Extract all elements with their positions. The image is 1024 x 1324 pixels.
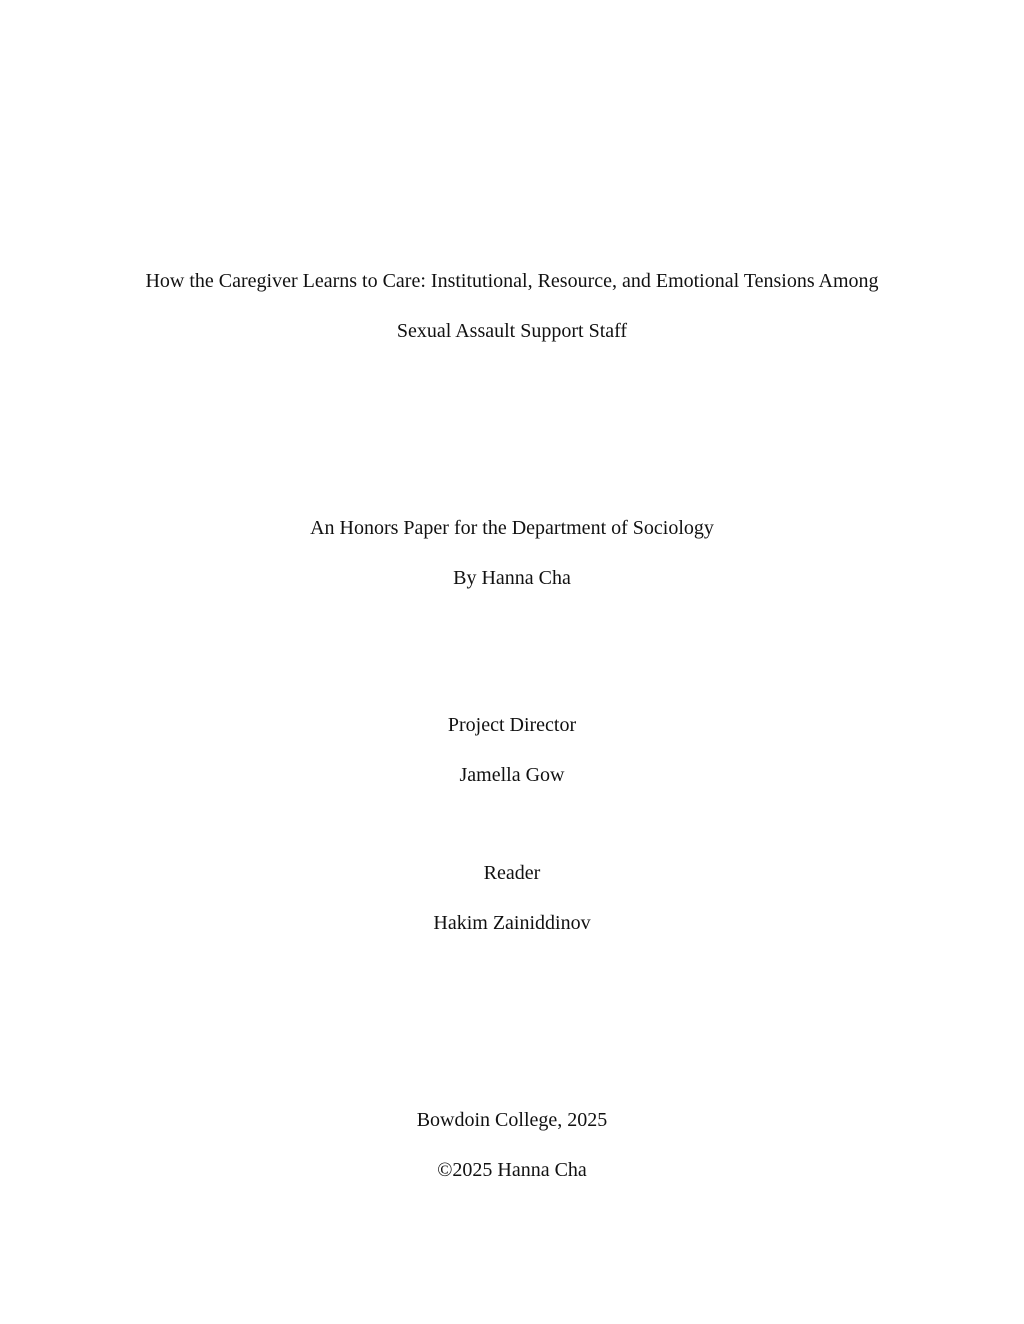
project-director-name: Jamella Gow xyxy=(459,764,565,786)
author-line: By Hanna Cha xyxy=(453,567,571,589)
project-director-label: Project Director xyxy=(447,714,577,736)
reader-name: Hakim Zainiddinov xyxy=(433,912,591,934)
copyright-notice: ©2025 Hanna Cha xyxy=(437,1159,587,1181)
paper-description: An Honors Paper for the Department of Sociology xyxy=(310,517,714,539)
title-line-1: How the Caregiver Learns to Care: Institutional, Resource, and Emotional Tensions Among xyxy=(145,270,879,292)
institution-year: Bowdoin College, 2025 xyxy=(416,1109,608,1131)
reader-label: Reader xyxy=(483,862,541,884)
title-line-2: Sexual Assault Support Staff xyxy=(396,320,628,342)
